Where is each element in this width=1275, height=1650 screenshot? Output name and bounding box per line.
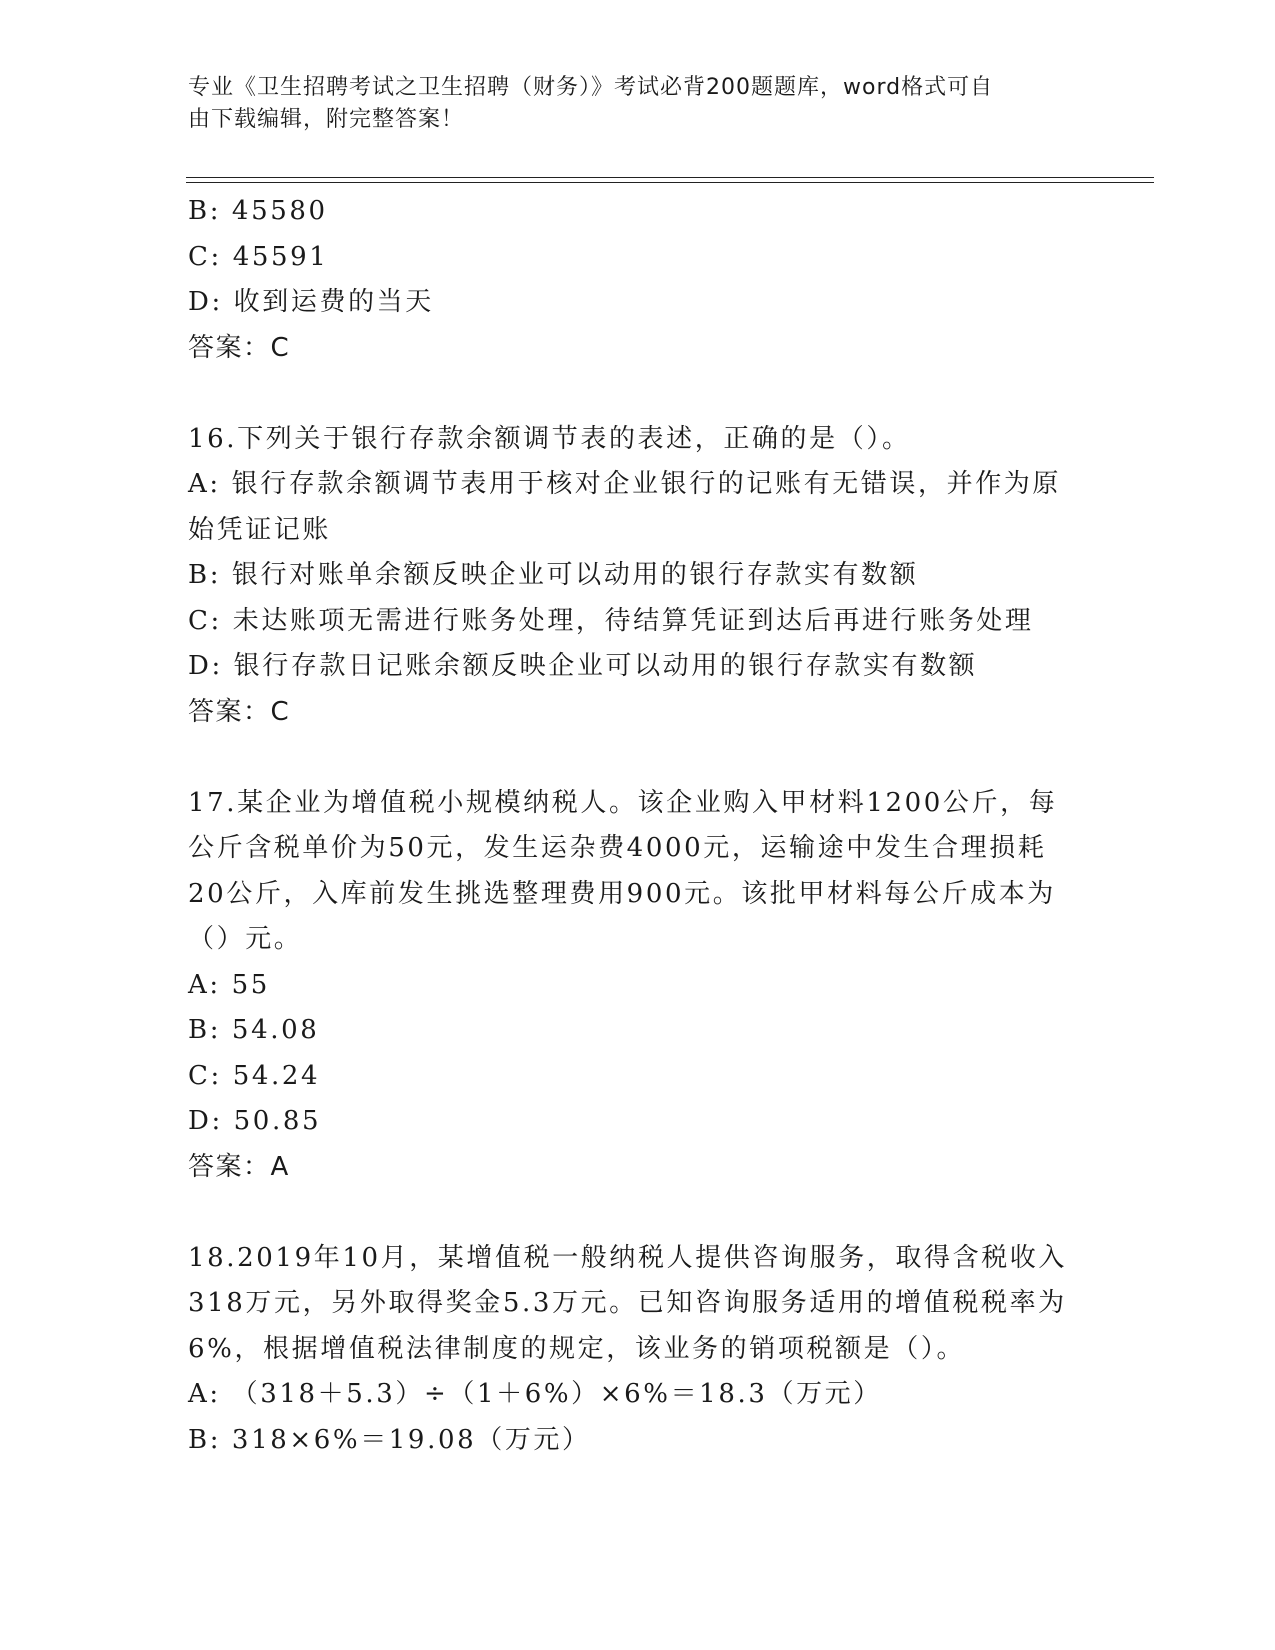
- question-stem-continued: 公斤含税单价为50元，发生运杂费4000元，运输途中发生合理损耗: [188, 833, 1047, 863]
- option-c: C: 未达账项无需进行账务处理，待结算凭证到达后再进行账务处理: [188, 605, 1034, 636]
- spacer: [188, 1190, 1078, 1236]
- option-c: C: 45591: [188, 241, 329, 272]
- option-a: A: 银行存款余额调节表用于核对企业银行的记账有无错误，并作为原: [188, 469, 1062, 499]
- header-divider-top: [186, 177, 1154, 178]
- option-d: D: 收到运费的当天: [188, 287, 434, 317]
- question-list: [188, 189, 1078, 1463]
- question-stem: 17.某企业为增值税小规模纳税人。该企业购入甲材料1200公斤，每: [188, 787, 1058, 818]
- option-d: D: 银行存款日记账余额反映企业可以动用的银行存款实有数额: [188, 651, 978, 681]
- option-b: B: 银行对账单余额反映企业可以动用的银行存款实有数额: [188, 560, 919, 590]
- question-stem-continued: 20公斤，入库前发生挑选整理费用900元。该批甲材料每公斤成本为: [188, 878, 1056, 909]
- question-17: [188, 781, 1078, 1191]
- question-16: [188, 417, 1078, 736]
- answer: 答案：A: [188, 1151, 290, 1182]
- option-b: B: 45580: [188, 196, 328, 226]
- spacer: [188, 735, 1078, 781]
- header-line-2: 由下载编辑，附完整答案！: [188, 107, 465, 132]
- option-c: C: 54.24: [188, 1060, 321, 1091]
- question-stem-continued: 6%，根据增值税法律制度的规定，该业务的销项税额是（）。: [188, 1333, 966, 1364]
- header-divider-bottom: [186, 182, 1154, 183]
- question-stem-continued: 318万元，另外取得奖金5.3万元。已知咨询服务适用的增值税税率为: [188, 1288, 1067, 1318]
- option-b: B: 318×6%＝19.08（万元）: [188, 1424, 591, 1455]
- document-header: [188, 72, 1068, 136]
- question-15: [188, 189, 1078, 371]
- option-b: B: 54.08: [188, 1015, 320, 1045]
- option-a: A: （318＋5.3）÷（1＋6%）×6%＝18.3（万元）: [188, 1379, 882, 1409]
- option-a-continued: 始凭证记账: [188, 514, 332, 545]
- question-stem: 16.下列关于银行存款余额调节表的表述，正确的是（）。: [188, 423, 911, 454]
- question-18: [188, 1236, 1078, 1464]
- answer: 答案：C: [188, 696, 291, 727]
- question-stem-continued: （）元。: [188, 924, 303, 954]
- option-a: A: 55: [188, 969, 270, 1000]
- question-stem: 18.2019年10月，某增值税一般纳税人提供咨询服务，取得含税收入: [188, 1242, 1068, 1273]
- header-line-1: 专业《卫生招聘考试之卫生招聘（财务）》考试必背200题题库，word格式可自: [188, 75, 994, 100]
- answer: 答案：C: [188, 332, 291, 363]
- option-d: D: 50.85: [188, 1106, 322, 1136]
- spacer: [188, 371, 1078, 417]
